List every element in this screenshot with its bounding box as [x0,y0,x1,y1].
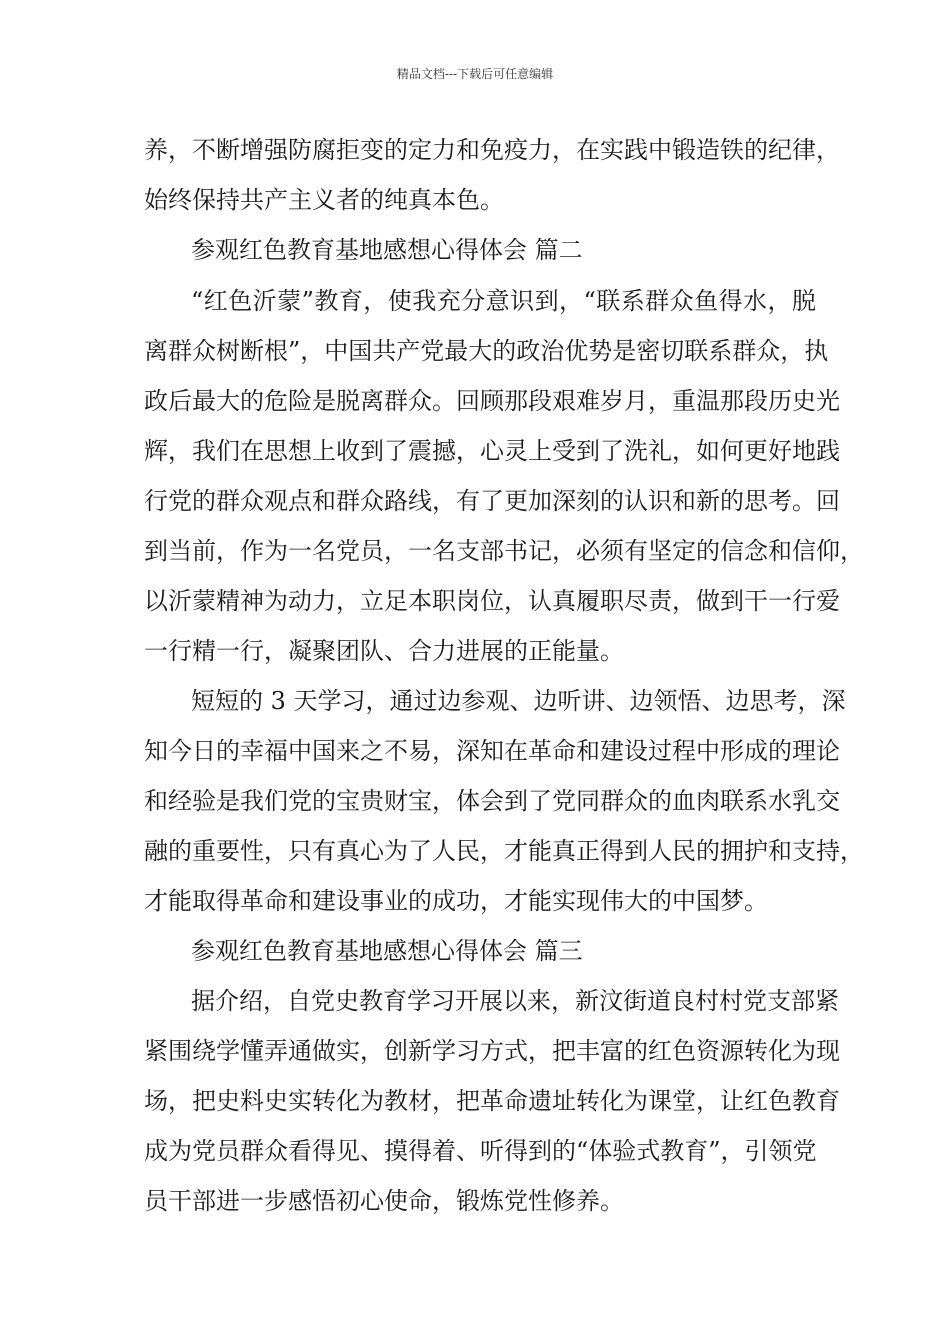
text-line: 知今日的幸福中国来之不易，深知在革命和建设过程中形成的理论 [144,737,840,765]
text-line: 养，不断增强防腐拒变的定力和免疫力，在实践中锻造铁的纪律， [144,136,840,164]
text-line: “红色沂蒙”教育，使我充分意识到，“联系群众鱼得水，脱 [191,287,816,315]
section-heading: 参观红色教育基地感想心得体会 篇二 [191,236,583,264]
text-line: 才能取得革命和建设事业的成功，才能实现伟大的中国梦。 [144,887,768,915]
text-line: 以沂蒙精神为动力，立足本职岗位，认真履职尽责，做到干一行爱 [144,587,840,615]
text-line: 一行精一行，凝聚团队、合力进展的正能量。 [144,637,624,665]
text-line: 行党的群众观点和群众路线，有了更加深刻的认识和新的思考。回 [144,487,840,515]
text-line: 政后最大的危险是脱离群众。回顾那段艰难岁月，重温那段历史光 [144,387,840,415]
text-line: 短短的 3 天学习，通过边参观、边听讲、边领悟、边思考，深 [191,687,846,715]
text-line: 离群众树断根”，中国共产党最大的政治优势是密切联系群众，执 [144,337,829,365]
text-line: 场，把史料史实转化为教材，把革命遗址转化为课堂，让红色教育 [144,1087,840,1115]
text-line: 辉，我们在思想上收到了震撼，心灵上受到了洗礼，如何更好地践 [144,437,840,465]
text-line: 融的重要性，只有真心为了人民，才能真正得到人民的拥护和支持， [144,837,864,865]
text-line: 成为党员群众看得见、摸得着、听得到的“体验式教育”，引领党 [144,1137,817,1165]
page-header: 精品文档---下载后可任意编辑 [396,67,554,81]
text-line: 员干部进一步感悟初心使命，锻炼党性修养。 [144,1187,624,1215]
text-line: 据介绍，自党史教育学习开展以来，新汶街道良村村党支部紧 [191,987,839,1015]
section-heading: 参观红色教育基地感想心得体会 篇三 [191,937,583,965]
text-line: 和经验是我们党的宝贵财宝，体会到了党同群众的血肉联系水乳交 [144,787,840,815]
text-line: 始终保持共产主义者的纯真本色。 [144,186,504,214]
text-line: 到当前，作为一名党员，一名支部书记，必须有坚定的信念和信仰， [144,537,864,565]
text-line: 紧围绕学懂弄通做实，创新学习方式，把丰富的红色资源转化为现 [144,1037,840,1065]
